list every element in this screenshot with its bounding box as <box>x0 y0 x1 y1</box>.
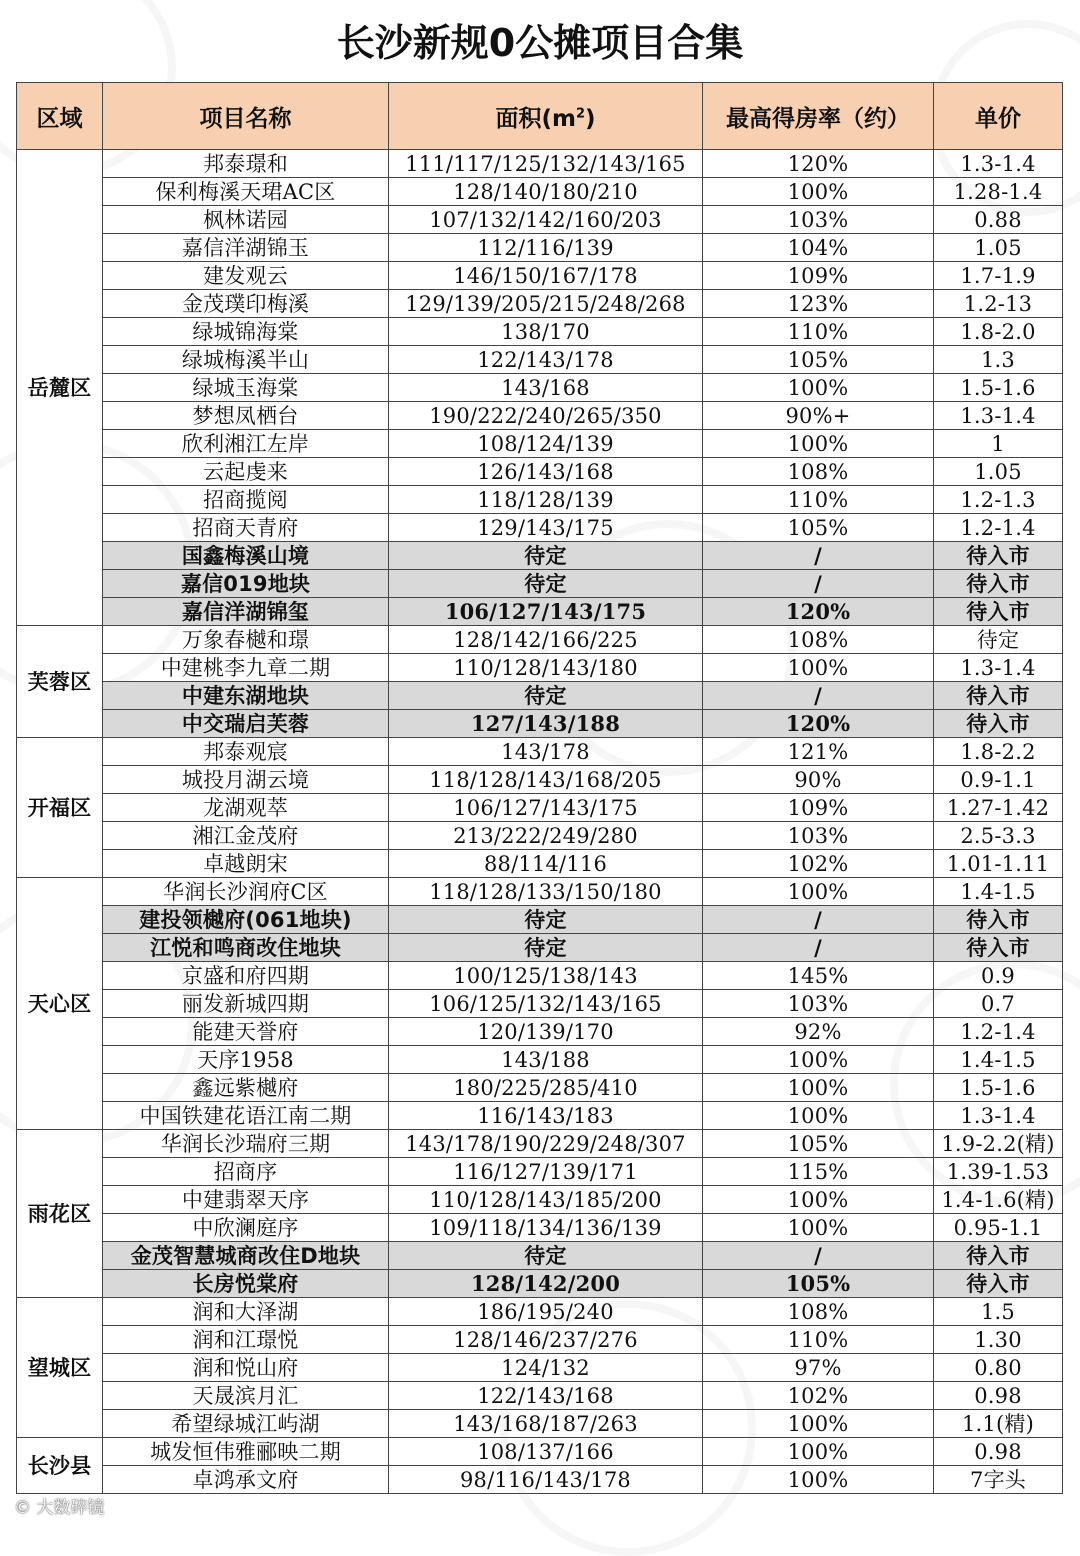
project-name-cell: 润和大泽湖 <box>103 1298 389 1326</box>
table-row <box>17 1186 1063 1214</box>
region-cell: 长沙县 <box>17 1438 103 1494</box>
region-cell: 岳麓区 <box>17 150 103 626</box>
project-name-cell: 嘉信019地块 <box>103 570 389 598</box>
area-cell: 待定 <box>389 906 703 934</box>
project-name-cell: 天序1958 <box>103 1046 389 1074</box>
price-cell: 1.7-1.9 <box>934 262 1063 290</box>
project-name-cell: 能建天誉府 <box>103 1018 389 1046</box>
rate-cell: 100% <box>703 1046 934 1074</box>
price-cell: 2.5-3.3 <box>934 822 1063 850</box>
table-row <box>17 318 1063 346</box>
region-cell: 天心区 <box>17 878 103 1130</box>
area-cell: 143/188 <box>389 1046 703 1074</box>
price-cell: 0.9-1.1 <box>934 766 1063 794</box>
area-cell: 128/146/237/276 <box>389 1326 703 1354</box>
rate-cell: 108% <box>703 626 934 654</box>
rate-cell: 109% <box>703 794 934 822</box>
table-row <box>17 1130 1063 1158</box>
project-name-cell: 中交瑞启芙蓉 <box>103 710 389 738</box>
table-row <box>17 822 1063 850</box>
price-cell: 待入市 <box>934 906 1063 934</box>
price-cell: 1.30 <box>934 1326 1063 1354</box>
rate-cell: 109% <box>703 262 934 290</box>
table-row <box>17 1326 1063 1354</box>
table-row <box>17 1018 1063 1046</box>
price-cell: 0.98 <box>934 1382 1063 1410</box>
area-cell: 146/150/167/178 <box>389 262 703 290</box>
project-name-cell: 欣利湘江左岸 <box>103 430 389 458</box>
project-name-cell: 卓鸿承文府 <box>103 1466 389 1494</box>
rate-cell: / <box>703 906 934 934</box>
area-cell: 待定 <box>389 934 703 962</box>
rate-cell: 100% <box>703 374 934 402</box>
area-cell: 118/128/133/150/180 <box>389 878 703 906</box>
table-row <box>17 654 1063 682</box>
table-body <box>17 150 1063 1494</box>
price-cell: 1.5-1.6 <box>934 1074 1063 1102</box>
rate-cell: 105% <box>703 514 934 542</box>
project-name-cell: 华润长沙润府C区 <box>103 878 389 906</box>
rate-cell: 105% <box>703 346 934 374</box>
area-cell: 143/178 <box>389 738 703 766</box>
price-cell: 待入市 <box>934 542 1063 570</box>
area-cell: 98/116/143/178 <box>389 1466 703 1494</box>
rate-cell: 110% <box>703 318 934 346</box>
project-name-cell: 江悦和鸣商改住地块 <box>103 934 389 962</box>
project-name-cell: 京盛和府四期 <box>103 962 389 990</box>
table-row <box>17 290 1063 318</box>
area-cell: 110/128/143/180 <box>389 654 703 682</box>
project-name-cell: 希望绿城江屿湖 <box>103 1410 389 1438</box>
table-row <box>17 178 1063 206</box>
rate-cell: / <box>703 1242 934 1270</box>
table-row <box>17 570 1063 598</box>
area-cell: 127/143/188 <box>389 710 703 738</box>
header-area-sup: 2 <box>575 105 585 121</box>
project-name-cell: 嘉信洋湖锦玉 <box>103 234 389 262</box>
area-cell: 143/168/187/263 <box>389 1410 703 1438</box>
table-row <box>17 1158 1063 1186</box>
project-name-cell: 鑫远紫樾府 <box>103 1074 389 1102</box>
header-price: 单价 <box>934 83 1063 150</box>
table-row <box>17 458 1063 486</box>
rate-cell: 103% <box>703 990 934 1018</box>
rate-cell: 100% <box>703 1074 934 1102</box>
header-row <box>17 83 1063 150</box>
rate-cell: 120% <box>703 710 934 738</box>
area-cell: 待定 <box>389 570 703 598</box>
rate-cell: 90% <box>703 766 934 794</box>
price-cell: 1.39-1.53 <box>934 1158 1063 1186</box>
price-cell: 1.2-1.4 <box>934 1018 1063 1046</box>
project-name-cell: 湘江金茂府 <box>103 822 389 850</box>
rate-cell: 100% <box>703 1438 934 1466</box>
area-cell: 88/114/116 <box>389 850 703 878</box>
project-name-cell: 城投月湖云境 <box>103 766 389 794</box>
project-name-cell: 中国铁建花语江南二期 <box>103 1102 389 1130</box>
price-cell: 1.4-1.6(精) <box>934 1186 1063 1214</box>
project-name-cell: 招商揽阅 <box>103 486 389 514</box>
rate-cell: 100% <box>703 1410 934 1438</box>
table-row <box>17 1410 1063 1438</box>
table-row <box>17 1438 1063 1466</box>
table-row <box>17 738 1063 766</box>
price-cell: 1.28-1.4 <box>934 178 1063 206</box>
table-row <box>17 906 1063 934</box>
project-name-cell: 邦泰璟和 <box>103 150 389 178</box>
price-cell: 1.5-1.6 <box>934 374 1063 402</box>
table-row <box>17 514 1063 542</box>
rate-cell: 92% <box>703 1018 934 1046</box>
rate-cell: 100% <box>703 1186 934 1214</box>
table-row <box>17 878 1063 906</box>
price-cell: 1.8-2.0 <box>934 318 1063 346</box>
project-name-cell: 梦想凤栖台 <box>103 402 389 430</box>
area-cell: 213/222/249/280 <box>389 822 703 850</box>
table-row <box>17 150 1063 178</box>
table-row <box>17 934 1063 962</box>
area-cell: 128/140/180/210 <box>389 178 703 206</box>
rate-cell: 104% <box>703 234 934 262</box>
region-cell: 雨花区 <box>17 1130 103 1298</box>
area-cell: 106/125/132/143/165 <box>389 990 703 1018</box>
rate-cell: 100% <box>703 1214 934 1242</box>
table-row <box>17 542 1063 570</box>
area-cell: 108/124/139 <box>389 430 703 458</box>
project-name-cell: 国鑫梅溪山境 <box>103 542 389 570</box>
project-name-cell: 绿城玉海棠 <box>103 374 389 402</box>
rate-cell: 105% <box>703 1130 934 1158</box>
price-cell: 待入市 <box>934 710 1063 738</box>
rate-cell: 120% <box>703 150 934 178</box>
header-area <box>389 83 703 150</box>
page-title: 长沙新规0公摊项目合集 <box>336 21 744 65</box>
region-cell: 芙蓉区 <box>17 626 103 738</box>
project-name-cell: 长房悦棠府 <box>103 1270 389 1298</box>
project-name-cell: 丽发新城四期 <box>103 990 389 1018</box>
rate-cell: / <box>703 682 934 710</box>
project-name-cell: 枫林诺园 <box>103 206 389 234</box>
area-cell: 109/118/134/136/139 <box>389 1214 703 1242</box>
project-name-cell: 中建翡翠天序 <box>103 1186 389 1214</box>
price-cell: 1.05 <box>934 458 1063 486</box>
area-cell: 128/142/200 <box>389 1270 703 1298</box>
project-name-cell: 中建东湖地块 <box>103 682 389 710</box>
project-name-cell: 金茂智慧城商改住D地块 <box>103 1242 389 1270</box>
table-row <box>17 598 1063 626</box>
area-cell: 106/127/143/175 <box>389 794 703 822</box>
price-cell: 1.3-1.4 <box>934 402 1063 430</box>
table-row <box>17 794 1063 822</box>
table-row <box>17 850 1063 878</box>
project-name-cell: 城发恒伟雅郦映二期 <box>103 1438 389 1466</box>
area-cell: 129/139/205/215/248/268 <box>389 290 703 318</box>
table-row <box>17 1466 1063 1494</box>
rate-cell: 108% <box>703 1298 934 1326</box>
project-name-cell: 绿城锦海棠 <box>103 318 389 346</box>
area-cell: 108/137/166 <box>389 1438 703 1466</box>
area-cell: 126/143/168 <box>389 458 703 486</box>
project-name-cell: 招商天青府 <box>103 514 389 542</box>
price-cell: 1.3 <box>934 346 1063 374</box>
header-name: 项目名称 <box>103 83 389 150</box>
area-cell: 124/132 <box>389 1354 703 1382</box>
price-cell: 1.05 <box>934 234 1063 262</box>
price-cell: 0.9 <box>934 962 1063 990</box>
project-name-cell: 保利梅溪天珺AC区 <box>103 178 389 206</box>
rate-cell: 145% <box>703 962 934 990</box>
project-name-cell: 金茂璞印梅溪 <box>103 290 389 318</box>
region-cell: 望城区 <box>17 1298 103 1438</box>
project-name-cell: 建投领樾府(061地块) <box>103 906 389 934</box>
price-cell: 1.4-1.5 <box>934 878 1063 906</box>
table-row <box>17 1382 1063 1410</box>
project-name-cell: 招商序 <box>103 1158 389 1186</box>
rate-cell: 110% <box>703 486 934 514</box>
region-cell: 开福区 <box>17 738 103 878</box>
table-row <box>17 206 1063 234</box>
rate-cell: 100% <box>703 878 934 906</box>
price-cell: 待入市 <box>934 570 1063 598</box>
table-row <box>17 1270 1063 1298</box>
rate-cell: 90%+ <box>703 402 934 430</box>
rate-cell: 120% <box>703 598 934 626</box>
project-table <box>16 82 1063 1494</box>
price-cell: 1.8-2.2 <box>934 738 1063 766</box>
rate-cell: 100% <box>703 430 934 458</box>
header-region: 区域 <box>17 83 103 150</box>
price-cell: 待定 <box>934 626 1063 654</box>
table-row <box>17 402 1063 430</box>
price-cell: 1.2-1.3 <box>934 486 1063 514</box>
price-cell: 1.3-1.4 <box>934 150 1063 178</box>
table-row <box>17 374 1063 402</box>
table-row <box>17 1074 1063 1102</box>
rate-cell: 108% <box>703 458 934 486</box>
rate-cell: 103% <box>703 206 934 234</box>
area-cell: 111/117/125/132/143/165 <box>389 150 703 178</box>
project-name-cell: 建发观云 <box>103 262 389 290</box>
table-row <box>17 262 1063 290</box>
header-area-close: ) <box>585 105 596 132</box>
price-cell: 1.27-1.42 <box>934 794 1063 822</box>
price-cell: 待入市 <box>934 598 1063 626</box>
area-cell: 122/143/178 <box>389 346 703 374</box>
project-name-cell: 中欣澜庭序 <box>103 1214 389 1242</box>
area-cell: 122/143/168 <box>389 1382 703 1410</box>
table-row <box>17 626 1063 654</box>
price-cell: 1.5 <box>934 1298 1063 1326</box>
area-cell: 110/128/143/185/200 <box>389 1186 703 1214</box>
table-row <box>17 990 1063 1018</box>
project-name-cell: 中建桃李九章二期 <box>103 654 389 682</box>
table-row <box>17 682 1063 710</box>
table-row <box>17 1214 1063 1242</box>
area-cell: 116/127/139/171 <box>389 1158 703 1186</box>
rate-cell: 110% <box>703 1326 934 1354</box>
rate-cell: 100% <box>703 1466 934 1494</box>
price-cell: 待入市 <box>934 682 1063 710</box>
rate-cell: / <box>703 542 934 570</box>
table-row <box>17 1102 1063 1130</box>
price-cell: 1 <box>934 430 1063 458</box>
area-cell: 190/222/240/265/350 <box>389 402 703 430</box>
project-name-cell: 润和江璟悦 <box>103 1326 389 1354</box>
area-cell: 129/143/175 <box>389 514 703 542</box>
project-name-cell: 华润长沙瑞府三期 <box>103 1130 389 1158</box>
area-cell: 118/128/139 <box>389 486 703 514</box>
rate-cell: 115% <box>703 1158 934 1186</box>
area-cell: 118/128/143/168/205 <box>389 766 703 794</box>
project-name-cell: 润和悦山府 <box>103 1354 389 1382</box>
area-cell: 128/142/166/225 <box>389 626 703 654</box>
area-cell: 120/139/170 <box>389 1018 703 1046</box>
project-name-cell: 龙湖观萃 <box>103 794 389 822</box>
table-row <box>17 1354 1063 1382</box>
area-cell: 143/168 <box>389 374 703 402</box>
rate-cell: / <box>703 934 934 962</box>
area-cell: 186/195/240 <box>389 1298 703 1326</box>
area-cell: 待定 <box>389 682 703 710</box>
price-cell: 待入市 <box>934 934 1063 962</box>
price-cell: 0.88 <box>934 206 1063 234</box>
area-cell: 116/143/183 <box>389 1102 703 1130</box>
rate-cell: 100% <box>703 654 934 682</box>
project-name-cell: 嘉信洋湖锦玺 <box>103 598 389 626</box>
header-area-label: 面积(m <box>495 105 576 132</box>
rate-cell: 97% <box>703 1354 934 1382</box>
price-cell: 1.4-1.5 <box>934 1046 1063 1074</box>
price-cell: 1.1(精) <box>934 1410 1063 1438</box>
rate-cell: 100% <box>703 1102 934 1130</box>
area-cell: 112/116/139 <box>389 234 703 262</box>
table-row <box>17 430 1063 458</box>
price-cell: 1.2-1.4 <box>934 514 1063 542</box>
price-cell: 待入市 <box>934 1242 1063 1270</box>
table-row <box>17 766 1063 794</box>
price-cell: 0.95-1.1 <box>934 1214 1063 1242</box>
table-row <box>17 1298 1063 1326</box>
price-cell: 7字头 <box>934 1466 1063 1494</box>
price-cell: 待入市 <box>934 1270 1063 1298</box>
table-row <box>17 486 1063 514</box>
rate-cell: 102% <box>703 850 934 878</box>
table-row <box>17 710 1063 738</box>
project-name-cell: 天晟滨月汇 <box>103 1382 389 1410</box>
area-cell: 143/178/190/229/248/307 <box>389 1130 703 1158</box>
area-cell: 138/170 <box>389 318 703 346</box>
price-cell: 1.9-2.2(精) <box>934 1130 1063 1158</box>
price-cell: 1.3-1.4 <box>934 1102 1063 1130</box>
table-row <box>17 1046 1063 1074</box>
footer-text: 大数碎镜 <box>36 1498 105 1518</box>
rate-cell: 123% <box>703 290 934 318</box>
header-rate: 最高得房率（约） <box>703 83 934 150</box>
price-cell: 0.98 <box>934 1438 1063 1466</box>
price-cell: 0.7 <box>934 990 1063 1018</box>
project-name-cell: 邦泰观宸 <box>103 738 389 766</box>
project-name-cell: 绿城梅溪半山 <box>103 346 389 374</box>
area-cell: 待定 <box>389 1242 703 1270</box>
table-row <box>17 962 1063 990</box>
project-name-cell: 卓越朗宋 <box>103 850 389 878</box>
rate-cell: / <box>703 570 934 598</box>
area-cell: 180/225/285/410 <box>389 1074 703 1102</box>
area-cell: 待定 <box>389 542 703 570</box>
rate-cell: 102% <box>703 1382 934 1410</box>
rate-cell: 105% <box>703 1270 934 1298</box>
table-row <box>17 234 1063 262</box>
footer-credit: © 大数碎镜 <box>14 1498 105 1518</box>
table-row <box>17 346 1063 374</box>
rate-cell: 103% <box>703 822 934 850</box>
project-name-cell: 云起虔来 <box>103 458 389 486</box>
area-cell: 107/132/142/160/203 <box>389 206 703 234</box>
area-cell: 100/125/138/143 <box>389 962 703 990</box>
project-name-cell: 万象春樾和璟 <box>103 626 389 654</box>
price-cell: 1.01-1.11 <box>934 850 1063 878</box>
area-cell: 106/127/143/175 <box>389 598 703 626</box>
price-cell: 1.3-1.4 <box>934 654 1063 682</box>
rate-cell: 100% <box>703 178 934 206</box>
table-row <box>17 1242 1063 1270</box>
price-cell: 1.2-13 <box>934 290 1063 318</box>
price-cell: 0.80 <box>934 1354 1063 1382</box>
rate-cell: 121% <box>703 738 934 766</box>
